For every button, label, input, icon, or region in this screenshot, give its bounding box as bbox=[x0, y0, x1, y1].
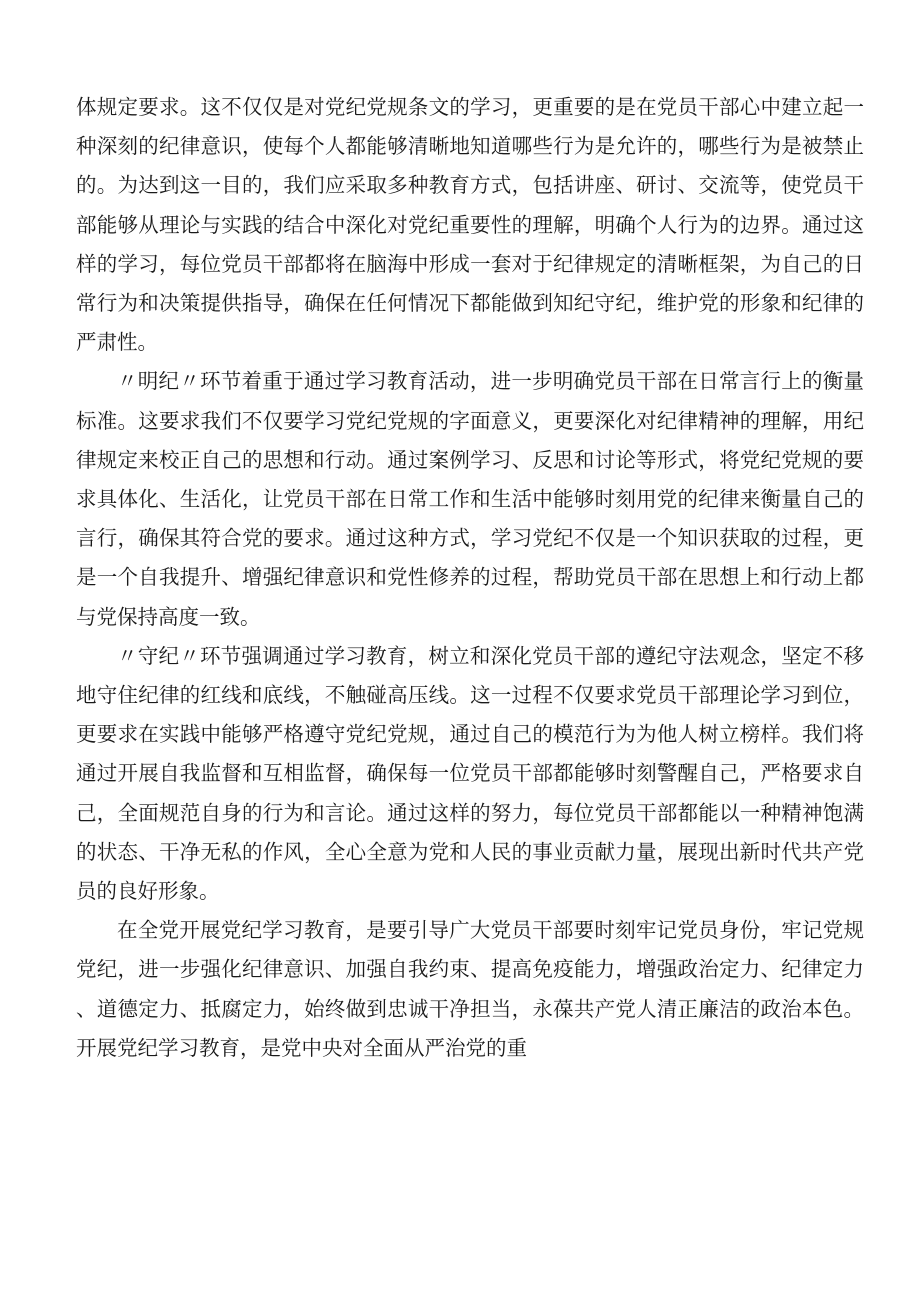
paragraph-1: 体规定要求。这不仅仅是对党纪党规条文的学习，更重要的是在党员干部心中建立起一种深刻的纪律意识，使每个人都能够清晰地知道哪些行为是允许的，哪些行为是被禁止的。为达到这一目的，我们应采取多种教育方式，包括讲座、研讨、交流等，使党员干部能够从理论与实践的结合中深化对党纪重要性的理解，明确个人行为的边界。通过这样的学习，每位党员干部都将在脑海中形成一套对于纪律规定的清晰框架，为自己的日常行为和决策提供指导，确保在任何情况下都能做到知纪守纪，维护党的形象和纪律的严肃性。 bbox=[76, 95, 864, 355]
paragraph-4: 在全党开展党纪学习教育，是要引导广大党员干部要时刻牢记党员身份，牢记党规党纪，进一步强化纪律意识、加强自我约束、提高免疫能力，增强政治定力、纪律定力、道德定力、抵腐定力，始终做到忠诚干净担当，永葆共产党人清正廉洁的政治本色。开展党纪学习教育，是党中央对全面从严治党的重 bbox=[76, 918, 864, 1060]
paragraph-2: 〃明纪〃环节着重于通过学习教育活动，进一步明确党员干部在日常言行上的衡量标准。这要求我们不仅要学习党纪党规的字面意义，更要深化对纪律精神的理解，用纪律规定来校正自己的思想和行动。通过案例学习、反思和讨论等形式，将党纪党规的要求具体化、生活化，让党员干部在日常工作和生活中能够时刻用党的纪律来衡量自己的言行，确保其符合党的要求。通过这种方式，学习党纪不仅是一个知识获取的过程，更是一个自我提升、增强纪律意识和党性修养的过程，帮助党员干部在思想上和行动上都与党保持高度一致。 bbox=[76, 369, 864, 629]
paragraph-3: 〃守纪〃环节强调通过学习教育，树立和深化党员干部的遵纪守法观念，坚定不移地守住纪律的红线和底线，不触碰高压线。这一过程不仅要求党员干部理论学习到位，更要求在实践中能够严格遵守党纪党规，通过自己的模范行为为他人树立榜样。我们将通过开展自我监督和互相监督，确保每一位党员干部都能够时刻警醒自己，严格要求自己，全面规范自身的行为和言论。通过这样的努力，每位党员干部都能以一种精神饱满的状态、干净无私的作风，全心全意为党和人民的事业贡献力量，展现出新时代共产党员的良好形象。 bbox=[76, 643, 864, 904]
document-body bbox=[76, 88, 864, 1068]
